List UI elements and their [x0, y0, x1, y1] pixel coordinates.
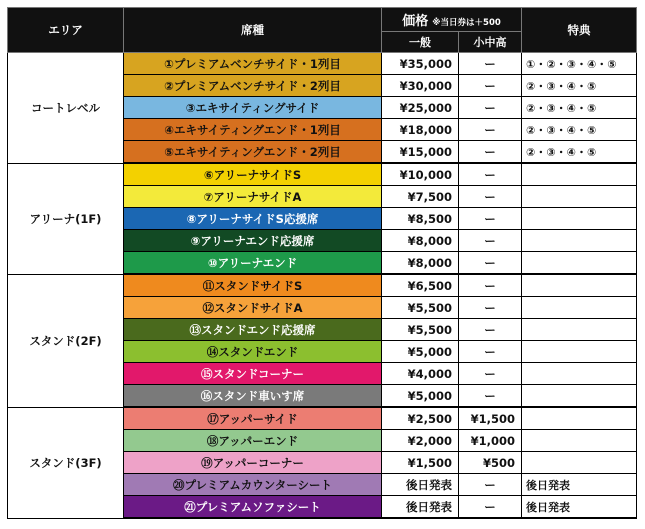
- perk-cell: [522, 163, 637, 186]
- perk-cell: [522, 208, 637, 230]
- perk-cell: [522, 230, 637, 252]
- price-child-cell: ー: [459, 230, 522, 252]
- perk-cell: ②・③・④・⑤: [522, 75, 637, 97]
- seat-cell: ⑲アッパーコーナー: [124, 452, 382, 474]
- perk-cell: 後日発表: [522, 474, 637, 496]
- perk-cell: [522, 252, 637, 275]
- price-child-cell: ー: [459, 474, 522, 496]
- perk-cell: [522, 186, 637, 208]
- price-general-cell: ¥30,000: [382, 75, 459, 97]
- price-general-cell: ¥1,500: [382, 452, 459, 474]
- price-general-cell: ¥4,000: [382, 363, 459, 385]
- perk-cell: [522, 452, 637, 474]
- perk-cell: [522, 430, 637, 452]
- price-child-cell: ー: [459, 252, 522, 275]
- price-child-cell: ー: [459, 341, 522, 363]
- price-child-cell: ー: [459, 163, 522, 186]
- price-child-cell: ー: [459, 119, 522, 141]
- seat-cell: ⑧アリーナサイドS応援席: [124, 208, 382, 230]
- header-seat: 席種: [124, 8, 382, 53]
- perk-cell: 後日発表: [522, 496, 637, 519]
- seat-cell: ⑱アッパーエンド: [124, 430, 382, 452]
- perk-cell: [522, 363, 637, 385]
- price-general-cell: ¥8,000: [382, 252, 459, 275]
- price-child-cell: ー: [459, 53, 522, 75]
- seat-cell: ⑯スタンド車いす席: [124, 385, 382, 408]
- perk-cell: [522, 274, 637, 297]
- seat-cell: ⑫スタンドサイドA: [124, 297, 382, 319]
- seat-cell: ⑬スタンドエンド応援席: [124, 319, 382, 341]
- price-child-cell: ¥500: [459, 452, 522, 474]
- table-body: [8, 53, 637, 519]
- table-row: [8, 163, 637, 186]
- ticket-price-table: [7, 7, 637, 519]
- perk-cell: [522, 319, 637, 341]
- price-child-cell: ー: [459, 297, 522, 319]
- price-child-cell: ー: [459, 363, 522, 385]
- price-general-cell: ¥8,000: [382, 230, 459, 252]
- table-header: [8, 8, 637, 53]
- header-area: エリア: [8, 8, 124, 53]
- price-child-cell: ー: [459, 496, 522, 519]
- area-cell: スタンド(2F): [8, 274, 124, 407]
- seat-cell: ⑳プレミアムカウンターシート: [124, 474, 382, 496]
- price-general-cell: ¥6,500: [382, 274, 459, 297]
- price-general-cell: ¥2,500: [382, 407, 459, 430]
- seat-cell: ㉑プレミアムソファシート: [124, 496, 382, 519]
- price-child-cell: ー: [459, 385, 522, 408]
- perk-cell: [522, 407, 637, 430]
- price-child-cell: ー: [459, 75, 522, 97]
- seat-cell: ④エキサイティングエンド・1列目: [124, 119, 382, 141]
- table-row: [8, 407, 637, 430]
- area-cell: スタンド(3F): [8, 407, 124, 518]
- price-general-cell: ¥10,000: [382, 163, 459, 186]
- seat-cell: ⑮スタンドコーナー: [124, 363, 382, 385]
- seat-cell: ⑦アリーナサイドA: [124, 186, 382, 208]
- price-child-cell: ¥1,500: [459, 407, 522, 430]
- price-general-cell: ¥8,500: [382, 208, 459, 230]
- seat-cell: ⑨アリーナエンド応援席: [124, 230, 382, 252]
- perk-cell: [522, 385, 637, 408]
- seat-cell: ⑭スタンドエンド: [124, 341, 382, 363]
- seat-cell: ③エキサイティングサイド: [124, 97, 382, 119]
- price-general-cell: ¥2,000: [382, 430, 459, 452]
- seat-cell: ⑪スタンドサイドS: [124, 274, 382, 297]
- header-general: 一般: [382, 32, 459, 53]
- header-price-note: ※当日券は＋500: [432, 18, 501, 28]
- table-row: [8, 53, 637, 75]
- price-general-cell: ¥5,500: [382, 297, 459, 319]
- price-general-cell: 後日発表: [382, 474, 459, 496]
- area-cell: アリーナ(1F): [8, 163, 124, 274]
- price-general-cell: ¥5,000: [382, 385, 459, 408]
- seat-cell: ②プレミアムベンチサイド・2列目: [124, 75, 382, 97]
- price-child-cell: ー: [459, 186, 522, 208]
- header-price: [382, 8, 522, 32]
- seat-cell: ⑥アリーナサイドS: [124, 163, 382, 186]
- price-general-cell: ¥25,000: [382, 97, 459, 119]
- seat-cell: ①プレミアムベンチサイド・1列目: [124, 53, 382, 75]
- price-child-cell: ー: [459, 208, 522, 230]
- price-general-cell: ¥35,000: [382, 53, 459, 75]
- perk-cell: ①・②・③・④・⑤: [522, 53, 637, 75]
- perk-cell: ②・③・④・⑤: [522, 141, 637, 164]
- price-child-cell: ¥1,000: [459, 430, 522, 452]
- seat-cell: ⑤エキサイティングエンド・2列目: [124, 141, 382, 164]
- price-child-cell: ー: [459, 319, 522, 341]
- price-general-cell: ¥18,000: [382, 119, 459, 141]
- price-general-cell: ¥5,000: [382, 341, 459, 363]
- price-child-cell: ー: [459, 274, 522, 297]
- seat-cell: ⑩アリーナエンド: [124, 252, 382, 275]
- price-child-cell: ー: [459, 141, 522, 164]
- seat-cell: ⑰アッパーサイド: [124, 407, 382, 430]
- price-general-cell: ¥15,000: [382, 141, 459, 164]
- header-perks: 特典: [522, 8, 637, 53]
- perk-cell: ②・③・④・⑤: [522, 119, 637, 141]
- perk-cell: [522, 341, 637, 363]
- price-general-cell: ¥7,500: [382, 186, 459, 208]
- price-general-cell: ¥5,500: [382, 319, 459, 341]
- price-general-cell: 後日発表: [382, 496, 459, 519]
- perk-cell: [522, 297, 637, 319]
- area-cell: コートレベル: [8, 53, 124, 164]
- table-row: [8, 274, 637, 297]
- perk-cell: ②・③・④・⑤: [522, 97, 637, 119]
- header-price-label: 価格: [402, 14, 429, 29]
- header-child: 小中高: [459, 32, 522, 53]
- price-child-cell: ー: [459, 97, 522, 119]
